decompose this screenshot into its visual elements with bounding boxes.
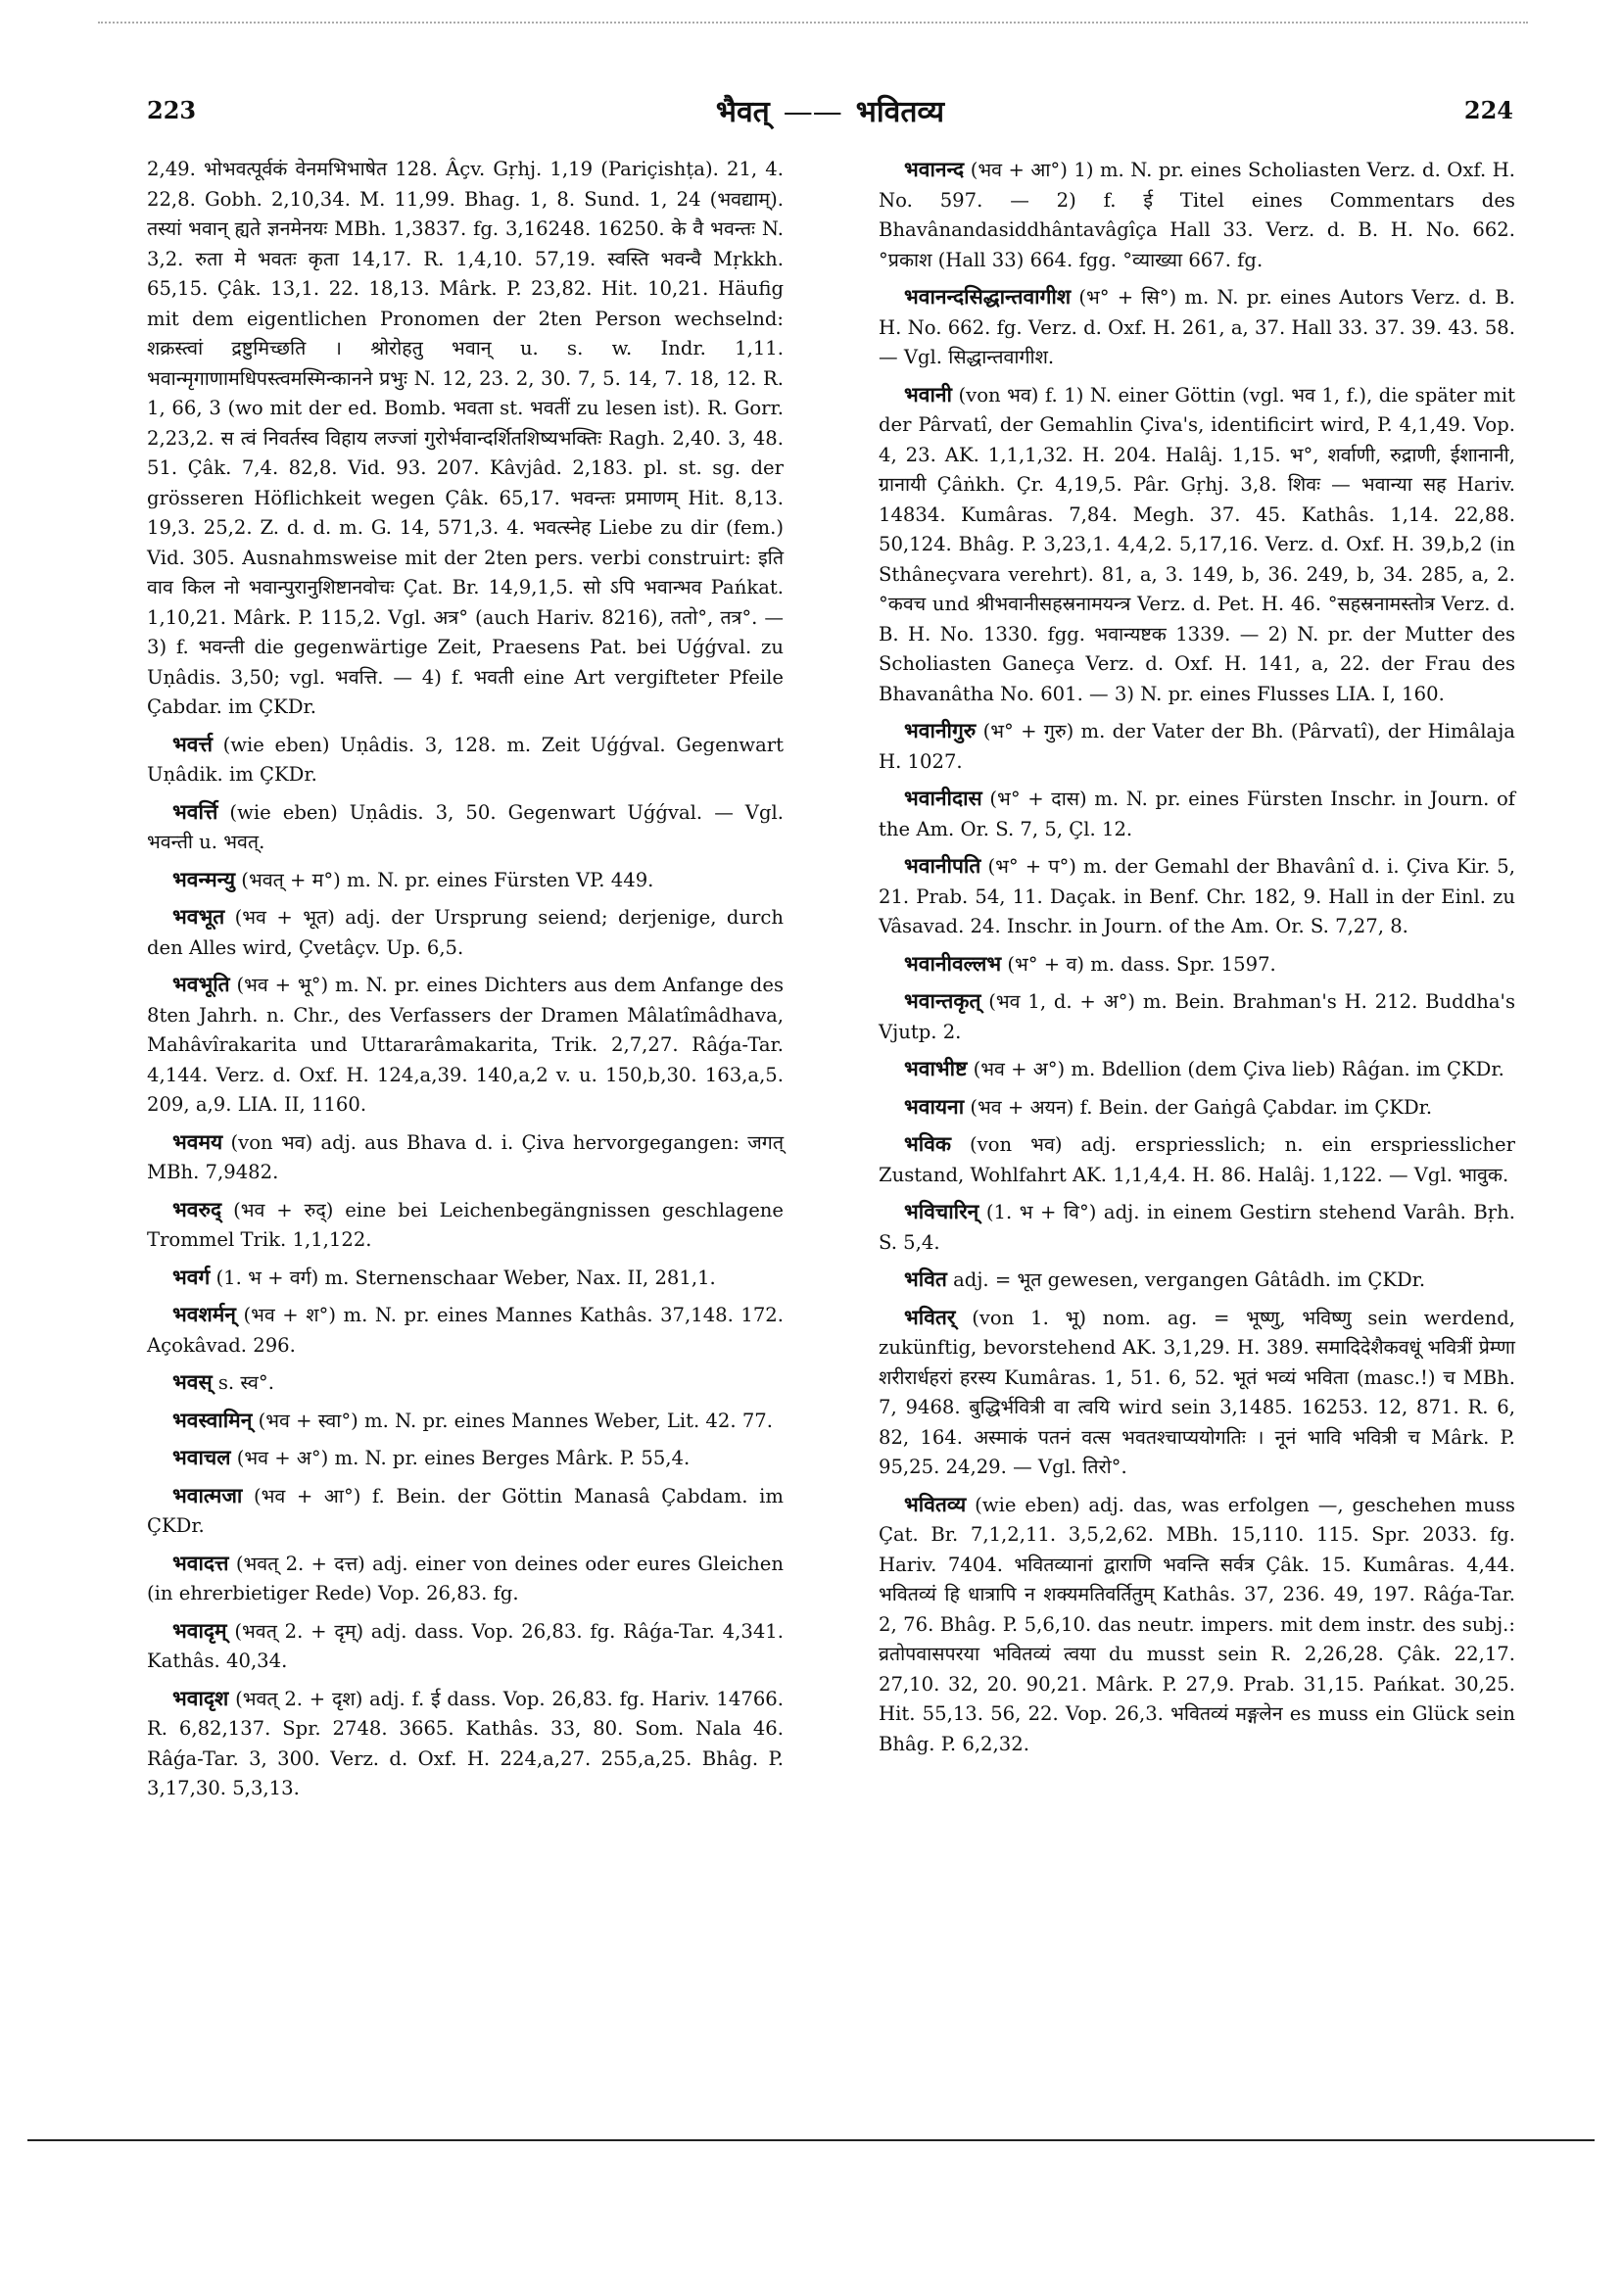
entry-text: (भ° + प°) m. der Gemahl der Bhavânî d. i. Çiva Kir. 5, 21. Prab. 54, 11. Daçak. in Benf. Chr. 182, 9. Hall in der Einl. zu Vâsavad. 24. Inschr. in Journ. of the Am. Or. S. 7,27, 8. [879, 855, 1515, 937]
dictionary-entry [147, 1616, 784, 1677]
dictionary-entry [147, 730, 784, 790]
entry-headword: भवादृम् [172, 1617, 227, 1643]
dictionary-entry [879, 1129, 1515, 1190]
entry-text: (von भव) adj. erspriesslich; n. ein erspriesslicher Zustand, Wohlfahrt AK. 1,1,4,4. H. 86. Halâj. 1,122. — Vgl. भावुक. [879, 1133, 1515, 1186]
entry-headword: भवरुद् [172, 1196, 222, 1221]
entry-headword: भवस् [172, 1369, 213, 1394]
entry-text: (wie eben) Uṇâdis. 3, 50. Gegenwart Uǵǵval. — Vgl. भवन्ती u. भवत्. [147, 800, 784, 853]
entry-text: (भव + अ°) m. Bdellion (dem Çiva lieb) Râǵan. im ÇKDr. [973, 1058, 1504, 1080]
dictionary-entry [879, 1197, 1515, 1258]
dictionary-entry [879, 1054, 1515, 1085]
entry-text: (भ° + दास) m. N. pr. eines Fürsten Inschr. in Journ. of the Am. Or. S. 7, 5, Çl. 12. [879, 788, 1515, 840]
dictionary-entry [147, 902, 784, 963]
entry-text: (भव + रुद्) eine bei Leichenbegängnissen geschlagene Trommel Trik. 1,1,122. [147, 1198, 785, 1251]
entry-text: (भवत् 2. + दत्त) adj. einer von deines oder eures Gleichen (in ehrerbietiger Rede) Vop. 26,83. fg. [147, 1552, 784, 1604]
entry-text: s. स्व°. [217, 1371, 274, 1394]
page-header [147, 96, 1513, 135]
entry-text: (भ° + गुरु) m. der Vater der Bh. (Pârvatî), der Himâlaja H. 1027. [879, 720, 1515, 773]
dictionary-entry [879, 1303, 1515, 1483]
dictionary-entry [879, 986, 1515, 1047]
entry-headword: भवितर् [904, 1304, 956, 1329]
dictionary-entry [879, 784, 1515, 844]
entry-headword: भवमय [172, 1128, 223, 1154]
running-head-start: भैवत् [715, 95, 770, 129]
entry-headword: भवस्वामिन् [172, 1407, 253, 1432]
entry-text: (von भव) adj. aus Bhava d. i. Çiva hervorgegangen: जगत् MBh. 7,9482. [147, 1130, 785, 1183]
dictionary-entry [147, 1406, 784, 1437]
entry-headword: भवशर्मन् [172, 1302, 236, 1326]
entry-headword: भवाभीष्ट [904, 1056, 968, 1080]
entry-headword: भवादृश [172, 1685, 229, 1710]
page-number-right: 224 [1463, 96, 1513, 124]
dictionary-entry [147, 155, 784, 723]
entry-text: (wie eben) adj. das, was erfolgen —, geschehen muss Çat. Br. 7,1,2,11. 3,5,2,62. MBh. 15,110. 115. Spr. 2033. fg. Hariv. 7404. भवितव्यानां द्वाराणि भवन्ति सर्वत्र Çâk. 15. Kumâras. 4,44. भवितव्यं हि धात्रापि न शक्यमतिवर्तितुम् Kathâs. 37, 236. 49, 197. Râǵa-Tar. 2, 76. Bhâg. P. 5,6,10. das neutr. impers. mit dem instr. des subj.: व्रतोपवासपरया भवितव्यं त्वया du musst sein R. 2,26,28. Çâk. 22,17. 27,10. 32, 20. 90,21. Mârk. P. 27,9. Prab. 31,15. Pańkat. 30,25. Hit. 55,13. 56, 22. Vop. 26,3. भवितव्यं मङ्गलेन es muss ein Glück sein Bhâg. P. 6,2,32. [879, 1493, 1515, 1755]
entry-text: (भ° + व) m. dass. Spr. 1597. [1007, 952, 1276, 976]
dictionary-entry [147, 1443, 784, 1474]
entry-text: (भव + स्वा°) m. N. pr. eines Mannes Weber, Lit. 42. 77. [258, 1409, 773, 1432]
entry-text: (1. भ + वि°) adj. in einem Gestirn stehend Varâh. Bṛh. S. 5,4. [879, 1201, 1515, 1254]
running-head [147, 90, 1513, 130]
entry-headword: भवर्त्त [172, 731, 213, 756]
dictionary-entry [879, 1265, 1515, 1296]
dictionary-entry [147, 1367, 784, 1399]
dictionary-entry [879, 155, 1515, 275]
dictionary-entry [147, 1127, 784, 1188]
entry-headword: भवानन्द [904, 157, 965, 181]
entry-text: 2,49. भोभवत्पूर्वकं वेनमभिभाषेत 128. Âçv. Gṛhj. 1,19 (Pariçishṭa). 21, 4. 22,8. Gobh. 2,10,34. M. 11,99. Bhag. 1, 8. Sund. 1, 24 (भवद्याम्). तस्यां भवान् ह्यते ज्ञनमेनयः MBh. 1,3837. fg. 3,16248. 16250. के वै भवन्तः N. 3,2. रुता मे भवतः कृता 14,17. R. 1,4,10. 57,19. स्वस्ति भवन्वै Mṛkkh. 65,15. Çâk. 13,1. 22. 18,13. Mârk. P. 23,82. Hit. 10,21. Häufig mit dem eigentlichen Pronomen der 2ten Person wechselnd: शक्रस्त्वां द्रष्टुमिच्छति । श्रोरोहतु भवान् u. s. w. Indr. 1,11. भवान्मृगाणामधिपस्त्वमस्मिन्कानने प्रभुः N. 12, 23. 2, 30. 7, 5. 14, 7. 18, 12. R. 1, 66, 3 (wo mit der ed. Bomb. भवता st. भवतीं zu lesen ist). R. Gorr. 2,23,2. स त्वं निवर्तस्व विहाय लज्जां गुरोर्भवान्दर्शितशिष्यभक्तिः Ragh. 2,40. 3, 48. 51. Çâk. 7,4. 82,8. Vid. 93. 207. Kâvjâd. 2,183. pl. st. sg. der grösseren Höflichkeit wegen Çâk. 65,17. भवन्तः प्रमाणम् Hit. 8,13. 19,3. 25,2. Z. d. d. m. G. 14, 571,3. 4. भवत्स्नेह Liebe zu dir (fem.) Vid. 305. Ausnahmsweise mit der 2ten pers. verbi construirt: इति वाव किल नो भवान्पुरानुशिष्टानवोचः Çat. Br. 14,9,1,5. सो ऽपि भवान्भव Pańkat. 1,10,21. Mârk. P. 115,2. Vgl. अत्र° (auch Hariv. 8216), ततो°, तत्र°. — 3) f. भवन्ती die gegenwärtige Zeit, Praesens Pat. bei Uǵǵval. zu Uṇâdis. 3,50; vgl. भवत्ति. — 4) f. भवती eine Art vergifteter Pfeile Çabdar. im ÇKDr. [147, 158, 784, 718]
entry-text: (भव + भू°) m. N. pr. eines Dichters aus dem Anfange des 8ten Jahrh. n. Chr., des Verfassers der Dramen Mâlatîmâdhava, Mahâvîrakarita und Uttararâmakarita, Trik. 2,7,27. Râǵa-Tar. 4,144. Verz. d. Oxf. H. 124,a,39. 140,a,2 v. u. 150,b,30. 163,a,5. 209, a,9. LIA. II, 1160. [147, 974, 785, 1116]
entry-text: (भव + भूत) adj. der Ursprung seiend; derjenige, durch den Alles wird, Çvetâçv. Up. 6,5. [147, 906, 784, 959]
entry-headword: भविचारिन् [904, 1199, 979, 1223]
dictionary-entry [147, 797, 784, 858]
dictionary-entry [147, 1481, 784, 1542]
entry-text: (भवत् 2. + दृम्) adj. dass. Vop. 26,83. fg. Râǵa-Tar. 4,341. Kathâs. 40,34. [147, 1619, 784, 1672]
right-column [879, 155, 1515, 1766]
scan-top-edge [98, 22, 1528, 24]
dictionary-entry [147, 1549, 784, 1609]
entry-headword: भवानीदास [904, 786, 982, 810]
entry-text: (wie eben) Uṇâdis. 3, 128. m. Zeit Uǵǵval. Gegenwart Uṇâdik. im ÇKDr. [147, 733, 784, 786]
entry-headword: भवन्मन्यु [172, 866, 236, 891]
entry-text: (भवत् + म°) m. N. pr. eines Fürsten VP. 449. [241, 868, 654, 891]
entry-text: (भ° + सि°) m. N. pr. eines Autors Verz. d. B. H. No. 662. fg. Verz. d. Oxf. H. 261, a, 37. Hall 33. 37. 39. 43. 58. — Vgl. सिद्धान्तवागीश. [879, 286, 1516, 368]
entry-text: (भव 1, d. + अ°) m. Bein. Brahman's H. 212. Buddha's Vjutp. 2. [879, 990, 1515, 1043]
entry-text: (von 1. भू) nom. ag. = भूष्णु, भविष्णु sein werdend, zukünftig, bevorstehend AK. 3,1,29. H. 389. समादिदेशैकवधूं भवित्रीं प्रेम्णा शरीरार्धहरां हरस्य Kumâras. 1, 51. 6, 52. भूतं भव्यं भविता (masc.!) च MBh. 7, 9468. बुद्धिर्भवित्री वा त्वयि wird sein 3,1485. 16253. 12, 871. R. 6, 82, 164. अस्माकं पतनं वत्स भवतश्चाप्ययोगतिः । नूनं भावि भवित्री च Mârk. P. 95,25. 24,29. — Vgl. तिरो°. [879, 1306, 1515, 1478]
left-column [147, 155, 784, 1811]
dictionary-entry [879, 1490, 1515, 1760]
entry-headword: भवानीपति [904, 853, 981, 878]
entry-headword: भवानीवल्लभ [904, 950, 1002, 976]
dictionary-entry [879, 851, 1515, 942]
running-head-end: भवितव्य [855, 95, 945, 129]
entry-text: (भव + अ°) m. N. pr. eines Berges Mârk. P. 55,4. [236, 1447, 691, 1469]
dictionary-entry [147, 1263, 784, 1294]
entry-text: (von भव) f. 1) N. einer Göttin (vgl. भव 1, f.), die später mit der Pârvatî, der Gemahlin Çiva's, identificirt wird, P. 4,1,49. Vop. 4, 23. AK. 1,1,1,32. H. 204. Halâj. 1,15. भ°, शर्वाणी, रुद्राणी, ईशानानी, ग्रानायी Çâṅkh. Çr. 4,19,5. Pâr. Gṛhj. 3,8. शिवः — भवान्या सह Hariv. 14834. Kumâras. 7,84. Megh. 37. 45. Kathâs. 1,14. 22,88. 50,124. Bhâg. P. 3,23,1. 4,4,2. 5,17,16. Verz. d. Oxf. H. 39,b,2 (in Sthâneçvara verehrt). 81, a, 3. 149, b, 36. 249, b, 34. 285, a, 2. °कवच und श्रीभवानीसहस्रनामयन्त्र Verz. d. Pet. H. 46. °सहस्रनामस्तोत्र Verz. d. B. H. No. 1330. fgg. भवान्यष्टक 1339. — 2) N. pr. der Mutter des Scholiasten Ganeça Verz. d. Oxf. H. 141, a, 22. der Frau des Bhavanâtha No. 601. — 3) N. pr. eines Flusses LIA. I, 160. [879, 383, 1515, 705]
running-head-dash: —— [783, 95, 842, 129]
dictionary-entry [147, 970, 784, 1121]
entry-text: adj. = भूत gewesen, vergangen Gâtâdh. im ÇKDr. [953, 1268, 1426, 1291]
entry-text: (भव + श°) m. N. pr. eines Mannes Kathâs. 37,148. 172. Açokâvad. 296. [147, 1304, 784, 1357]
entry-headword: भवर्ग [172, 1264, 211, 1289]
entry-headword: भवादत्त [172, 1550, 229, 1575]
dictionary-entry [879, 949, 1515, 981]
dictionary-entry [147, 1300, 784, 1361]
entry-headword: भवाचल [172, 1445, 231, 1469]
entry-headword: भवायना [904, 1093, 965, 1119]
entry-headword: भवानी [904, 381, 952, 407]
dictionary-entry [879, 1092, 1515, 1124]
dictionary-entry [147, 865, 784, 896]
dictionary-entry [147, 1195, 784, 1256]
entry-text: (भव + आ°) 1) m. N. pr. eines Scholiasten Verz. d. Oxf. H. No. 597. — 2) f. ई Titel eines Commentars des Bhavânandasiddhântavâgîça Hall 33. Verz. d. B. H. No. 662. °प्रकाश (Hall 33) 664. fgg. °व्याख्या 667. fg. [879, 159, 1515, 271]
entry-headword: भवर्त्ति [172, 798, 218, 824]
dictionary-entry [879, 716, 1515, 777]
entry-headword: भवितव्य [904, 1491, 967, 1516]
entry-text: (1. भ + वर्ग) m. Sternenschaar Weber, Nax. II, 281,1. [215, 1266, 716, 1289]
entry-headword: भविक [904, 1131, 952, 1156]
entry-headword: भवभूत [172, 904, 225, 929]
dictionary-entry [879, 380, 1515, 710]
entry-headword: भवभूति [172, 972, 230, 996]
entry-headword: भवान्तकृत् [904, 988, 981, 1013]
page-number-left: 223 [147, 96, 197, 124]
entry-headword: भवानीगुरु [904, 718, 977, 742]
entry-headword: भवात्मजा [172, 1482, 243, 1507]
entry-text: (भवत् 2. + दृश) adj. f. ई dass. Vop. 26,83. fg. Hariv. 14766. R. 6,82,137. Spr. 2748. 3665. Kathâs. 33, 80. Som. Nala 46. Râǵa-Tar. 3, 300. Verz. d. Oxf. H. 224,a,27. 255,a,25. Bhâg. P. 3,17,30. 5,3,13. [147, 1687, 784, 1799]
dictionary-entry [147, 1684, 784, 1804]
dictionary-entry [879, 282, 1515, 373]
entry-text: (भव + अयन) f. Bein. der Gaṅgâ Çabdar. im ÇKDr. [970, 1095, 1433, 1119]
entry-headword: भवित [904, 1267, 947, 1291]
entry-text: (भव + आ°) f. Bein. der Göttin Manasâ Çabdam. im ÇKDr. [147, 1484, 784, 1537]
entry-headword: भवानन्दसिद्धान्तवागीश [904, 284, 1072, 309]
footer-rule [27, 2139, 1595, 2141]
